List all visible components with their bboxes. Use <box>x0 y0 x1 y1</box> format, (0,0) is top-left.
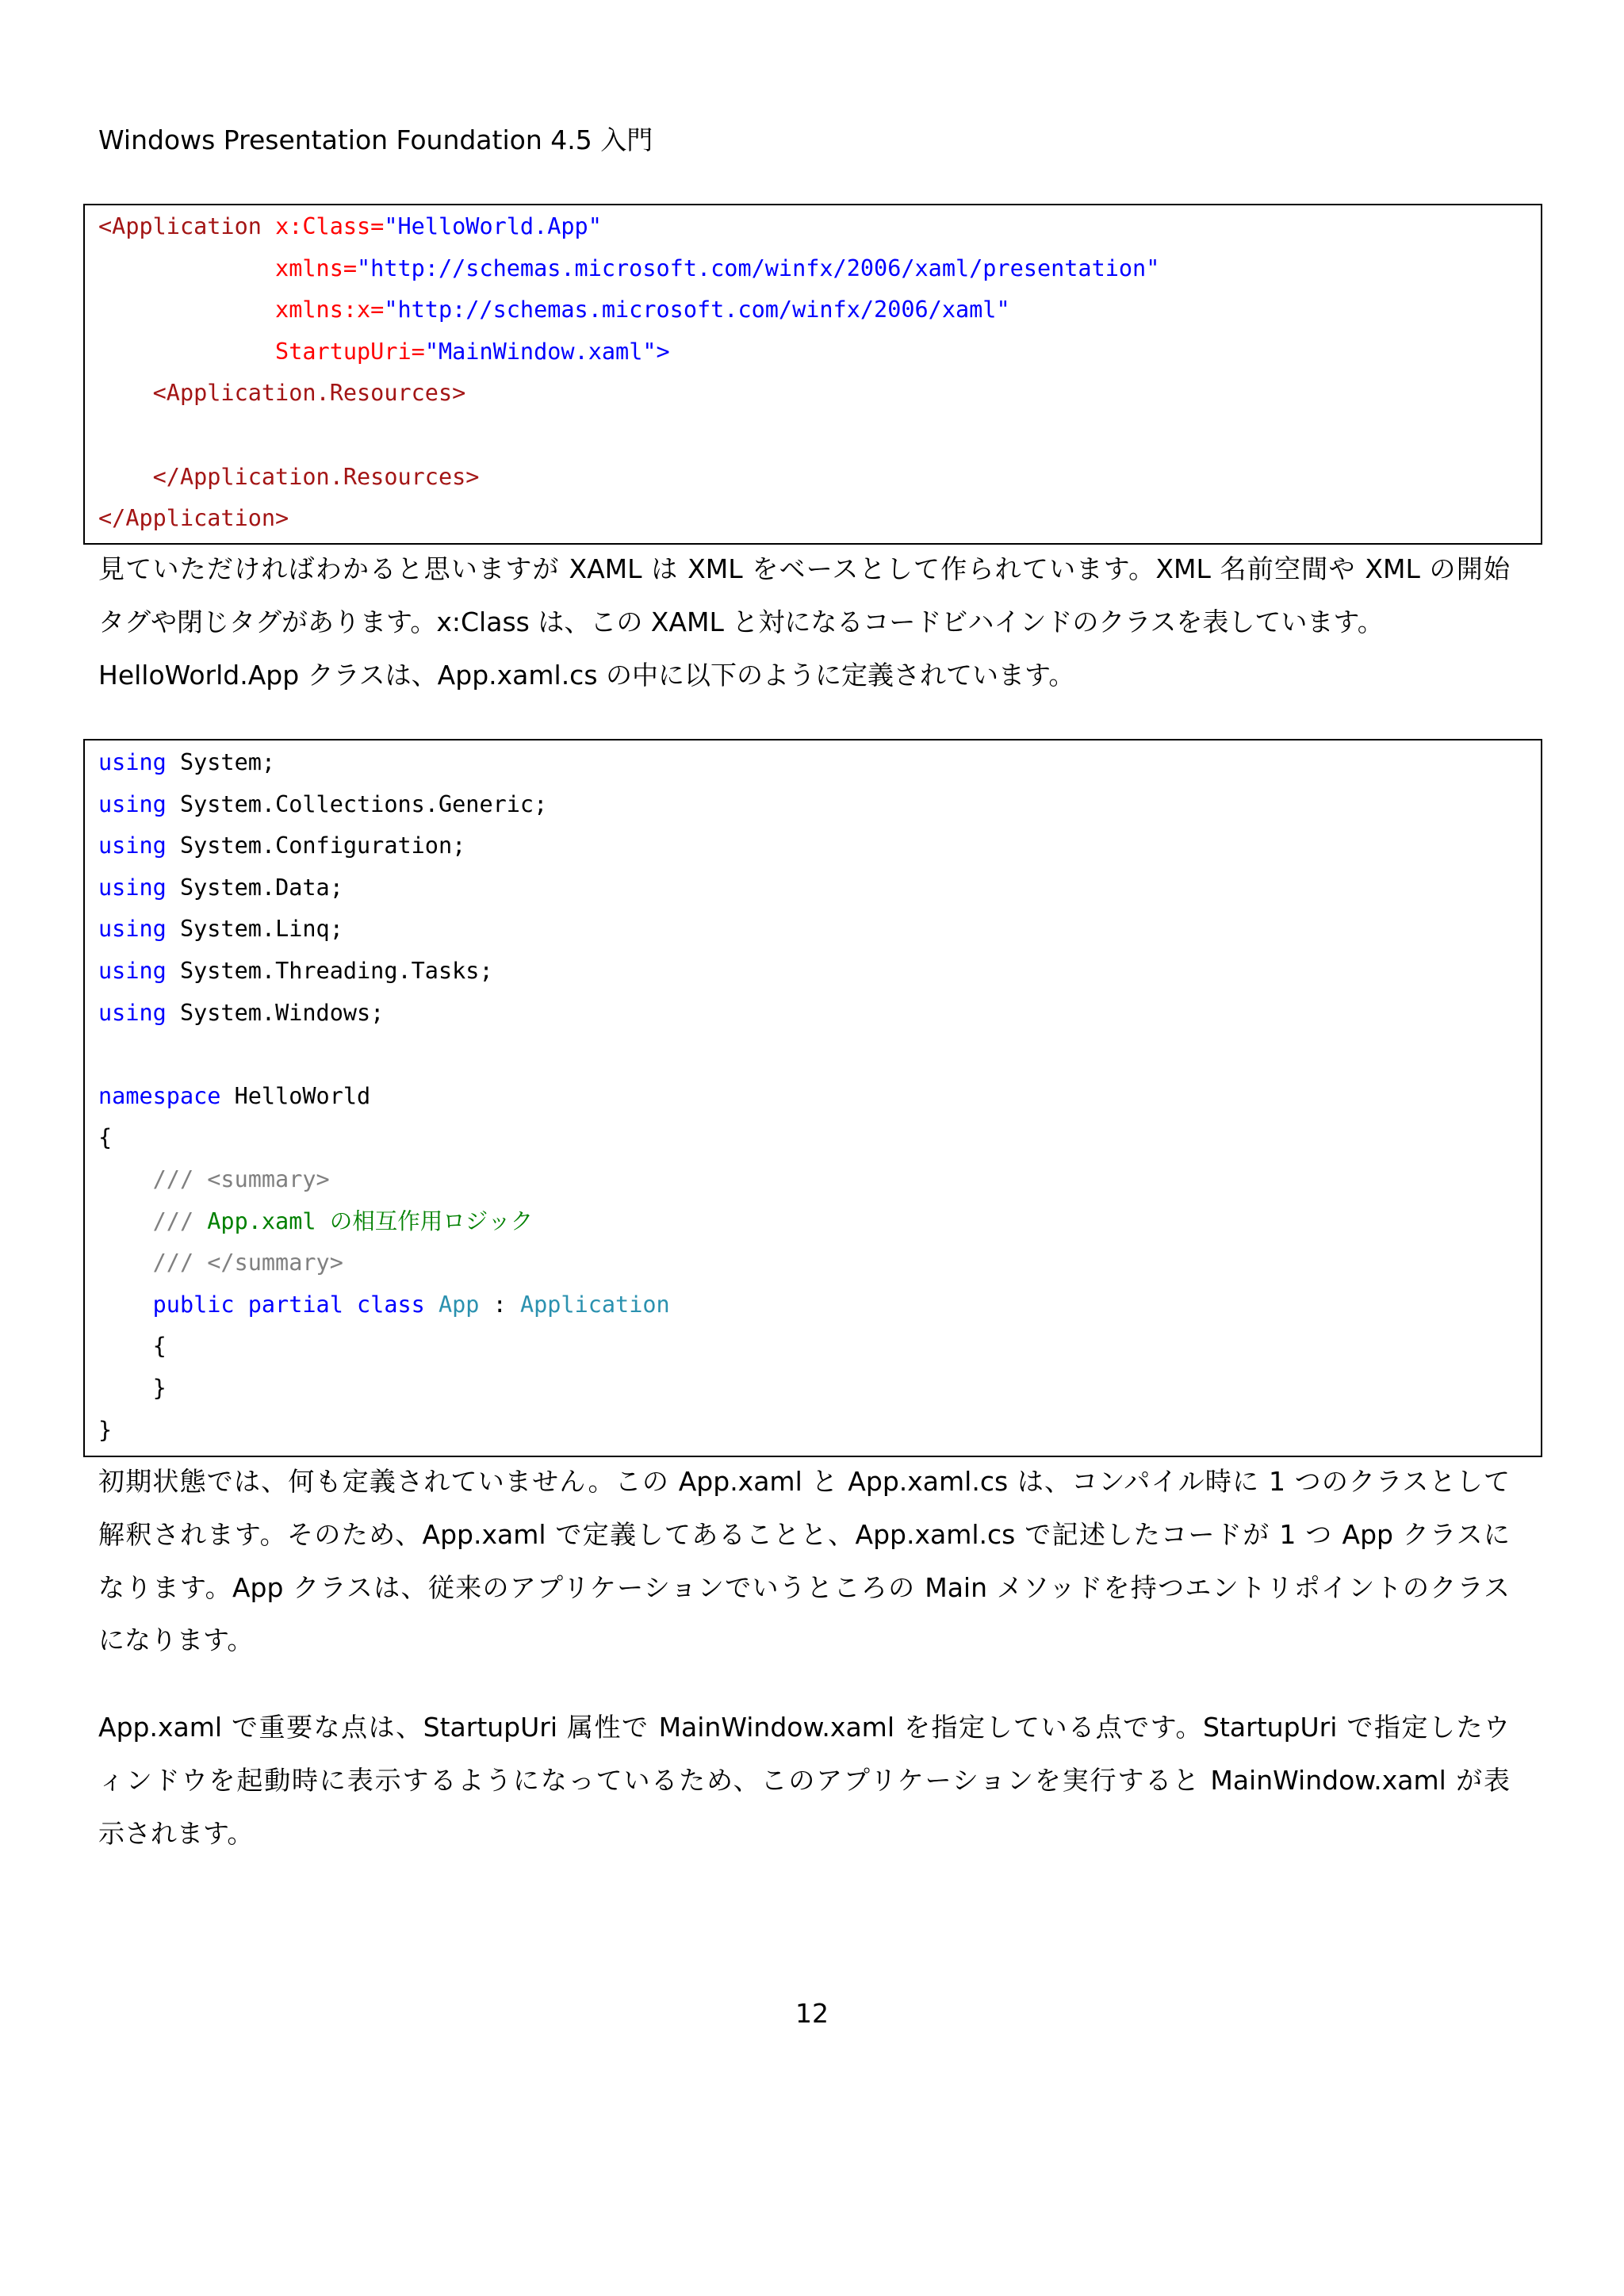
code-token: App <box>438 1291 480 1318</box>
code-line <box>98 784 1541 826</box>
code-token: xmlns:x= <box>98 297 385 323</box>
page-number: 12 <box>795 1998 829 2029</box>
code-token: : <box>479 1291 520 1318</box>
code-token: using <box>98 916 167 943</box>
code-line <box>98 1159 1541 1201</box>
xaml-code-listing <box>83 204 1542 545</box>
code-token: System; <box>166 749 276 775</box>
paragraph-line: になります。 <box>98 1624 254 1656</box>
code-token: using <box>98 957 167 984</box>
code-token: System.Linq; <box>166 916 343 943</box>
code-line <box>98 951 1541 993</box>
code-token: xmlns= <box>98 254 358 281</box>
code-token: <Application.Resources> <box>98 380 466 407</box>
code-token: /// </summary> <box>98 1249 343 1276</box>
code-token: System.Threading.Tasks; <box>166 957 493 984</box>
csharp-code-listing <box>83 739 1542 1457</box>
code-token: App.xaml の相互作用ロジック <box>193 1207 534 1234</box>
code-token: Application <box>519 1291 670 1318</box>
code-line <box>98 248 1541 290</box>
code-token: using <box>98 749 167 775</box>
code-line <box>98 331 1541 373</box>
code-line <box>98 457 1541 499</box>
code-token: "http://schemas.microsoft.com/winfx/2006/xaml" <box>384 297 1010 323</box>
code-line <box>98 206 1541 248</box>
code-line <box>98 993 1541 1035</box>
startup-uri-paragraph <box>98 1701 1510 1860</box>
intro-paragraph <box>98 543 1510 702</box>
code-token: System.Data; <box>166 874 343 901</box>
code-line <box>98 867 1541 909</box>
code-token: /// <box>98 1207 194 1234</box>
code-token: } <box>98 1374 167 1401</box>
code-line <box>98 825 1541 867</box>
paragraph-line: HelloWorld.App クラスは、App.xaml.cs の中に以下のように定義されています。 <box>98 659 1075 691</box>
code-token: namespace <box>98 1082 221 1109</box>
code-line <box>98 289 1541 331</box>
code-line <box>98 373 1541 415</box>
code-token: HelloWorld <box>220 1082 371 1109</box>
paragraph-line: 解釈されます。そのため、App.xaml で定義してあることと、App.xaml.cs で記述したコードが 1 つ App クラスに <box>98 1518 1510 1550</box>
code-token: using <box>98 999 167 1026</box>
running-header: Windows Presentation Foundation 4.5 入門 <box>98 124 653 155</box>
paragraph-line: ィンドウを起動時に表示するようになっているため、このアプリケーションを実行すると MainWindow.xaml が表 <box>98 1764 1510 1796</box>
code-token: System.Configuration; <box>166 832 466 859</box>
code-line <box>98 1368 1541 1410</box>
code-line <box>98 1410 1541 1452</box>
code-token: x:Class= <box>261 213 385 239</box>
code-token: /// <summary> <box>98 1165 330 1192</box>
code-token: { <box>98 1333 167 1360</box>
code-token: "MainWindow.xaml"> <box>424 338 670 365</box>
app-class-paragraph <box>98 1456 1510 1667</box>
code-line <box>98 1242 1541 1284</box>
code-line <box>98 1117 1541 1159</box>
code-token: { <box>98 1124 113 1151</box>
paragraph-line: タグや閉じタグがあります。x:Class は、この XAML と対になるコードビハインドのクラスを表しています。 <box>98 606 1384 637</box>
code-line <box>98 1326 1541 1368</box>
code-token: } <box>98 1416 113 1443</box>
code-token: StartupUri= <box>98 338 425 365</box>
code-token: using <box>98 874 167 901</box>
paragraph-line: 見ていただければわかると思いますが XAML は XML をベースとして作られています。XML 名前空間や XML の開始 <box>98 553 1510 584</box>
code-token: public partial class <box>98 1291 439 1318</box>
paragraph-line: なります。App クラスは、従来のアプリケーションでいうところの Main メソッドを持つエントリポイントのクラス <box>98 1571 1511 1603</box>
code-token: </Application.Resources> <box>98 463 480 490</box>
code-line <box>98 909 1541 951</box>
paragraph-line: App.xaml で重要な点は、StartupUri 属性で MainWindow.xaml を指定している点です。StartupUri で指定したウ <box>98 1712 1510 1743</box>
paragraph-line: 示されます。 <box>98 1817 254 1849</box>
code-token: "HelloWorld.App" <box>384 213 602 239</box>
paragraph-line: 初期状態では、何も定義されていません。この App.xaml と App.xaml.cs は、コンパイル時に 1 つのクラスとして <box>98 1466 1510 1497</box>
code-token: System.Collections.Generic; <box>166 790 548 817</box>
code-token: using <box>98 832 167 859</box>
code-token: System.Windows; <box>166 999 385 1026</box>
code-line <box>98 1034 1541 1076</box>
code-token: using <box>98 790 167 817</box>
code-line <box>98 415 1541 457</box>
code-token: </Application> <box>98 505 289 532</box>
code-line <box>98 1076 1541 1118</box>
code-token: "http://schemas.microsoft.com/winfx/2006/xaml/presentation" <box>357 254 1160 281</box>
code-token: <Application <box>98 213 262 239</box>
code-line <box>98 1284 1541 1326</box>
code-line <box>98 742 1541 784</box>
code-line <box>98 1201 1541 1243</box>
code-line <box>98 498 1541 540</box>
